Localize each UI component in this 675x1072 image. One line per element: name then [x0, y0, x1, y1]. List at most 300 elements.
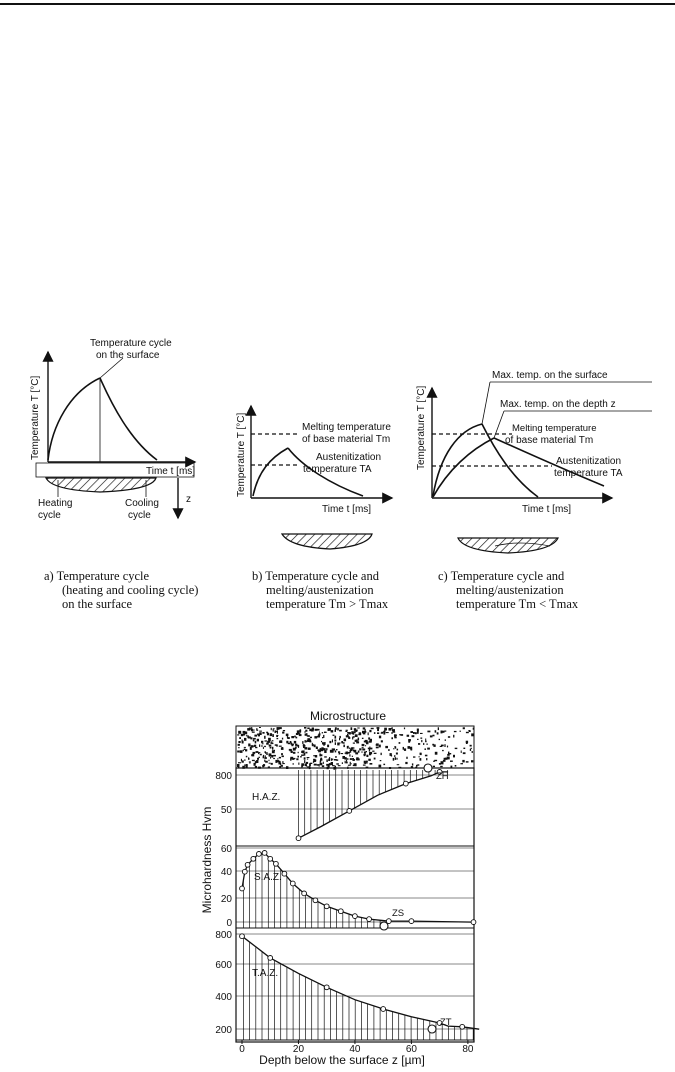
- fig-a-cooling-1: Cooling: [125, 498, 159, 509]
- speckle: [355, 740, 358, 742]
- fig-a-heating-curve: [48, 378, 100, 460]
- speckle: [310, 763, 313, 764]
- speckle: [463, 748, 465, 749]
- speckle: [417, 729, 419, 732]
- speckle: [348, 732, 351, 734]
- speckle: [338, 765, 341, 766]
- speckle: [304, 727, 306, 729]
- speckle: [268, 740, 270, 741]
- fig-c-max-surface: Max. temp. on the surface: [492, 370, 608, 381]
- speckle: [326, 748, 327, 750]
- fig-b-aust-1: Austenitization: [316, 452, 382, 463]
- speckle: [324, 750, 326, 753]
- speckle: [265, 740, 268, 741]
- marker-label: ZS: [392, 908, 405, 919]
- data-point: [353, 914, 358, 919]
- marker-label: ZH: [436, 771, 449, 782]
- speckle: [394, 755, 395, 757]
- speckle: [248, 744, 250, 747]
- speckle: [286, 734, 289, 737]
- speckle: [283, 763, 285, 764]
- speckle: [377, 729, 379, 732]
- speckle: [270, 746, 272, 748]
- speckle: [317, 749, 320, 751]
- speckle: [384, 731, 386, 733]
- speckle: [420, 733, 423, 734]
- zone-label: H.A.Z.: [252, 792, 281, 803]
- fig-c-depth-heating: [433, 438, 494, 497]
- speckle: [435, 730, 437, 732]
- speckle: [448, 736, 450, 738]
- speckle: [439, 739, 440, 740]
- speckle: [342, 762, 343, 764]
- speckle: [238, 744, 240, 746]
- speckle: [404, 728, 405, 730]
- speckle: [280, 763, 281, 766]
- speckle: [263, 747, 264, 749]
- y-tick-label: 20: [220, 894, 232, 905]
- speckle: [269, 745, 271, 747]
- speckle: [418, 743, 420, 745]
- speckle: [435, 752, 438, 755]
- fig-a-annotation-1: Temperature cycle: [90, 338, 172, 349]
- speckle: [351, 763, 352, 764]
- speckle: [337, 743, 339, 746]
- data-point: [403, 781, 408, 786]
- microhardness-chart: [200, 709, 479, 1067]
- speckle: [283, 730, 285, 731]
- speckle: [389, 728, 392, 731]
- speckle: [430, 735, 433, 737]
- speckle: [257, 739, 259, 742]
- speckle: [407, 735, 410, 737]
- data-point: [338, 909, 343, 914]
- speckle: [356, 759, 359, 760]
- speckle: [238, 741, 240, 743]
- speckle: [298, 733, 301, 734]
- speckle: [242, 760, 244, 762]
- fig-c-caption-3: temperature Tm < Tmax: [456, 597, 579, 611]
- speckle: [294, 741, 296, 744]
- speckle: [253, 738, 256, 740]
- speckle: [282, 732, 284, 734]
- speckle: [433, 766, 435, 767]
- speckle: [313, 760, 315, 761]
- speckle: [447, 746, 448, 748]
- speckle: [238, 747, 240, 748]
- speckle: [394, 746, 396, 748]
- speckle: [260, 754, 262, 756]
- speckle: [368, 759, 370, 761]
- speckle: [312, 744, 314, 746]
- y-tick-label: 800: [215, 771, 232, 782]
- speckle: [302, 765, 304, 767]
- speckle: [246, 756, 248, 758]
- speckle: [388, 749, 390, 751]
- speckle: [371, 728, 374, 729]
- speckle: [358, 751, 360, 753]
- speckle: [440, 746, 443, 747]
- speckle: [448, 752, 449, 755]
- fig-b-caption-2: melting/austenization: [266, 583, 374, 597]
- speckle: [339, 753, 340, 755]
- fig-c-melting-2: of base material Tm: [505, 435, 594, 446]
- speckle: [314, 736, 317, 738]
- speckle: [427, 748, 430, 750]
- speckle: [406, 757, 407, 759]
- speckle: [237, 764, 240, 767]
- speckle: [425, 748, 426, 750]
- speckle: [372, 751, 374, 752]
- y-tick-label: 60: [220, 844, 232, 855]
- speckle: [317, 729, 320, 731]
- fig-b-workpiece: [282, 534, 372, 549]
- speckle: [393, 748, 394, 749]
- speckle: [368, 737, 370, 739]
- y-tick-label: 40: [220, 867, 232, 878]
- speckle: [267, 733, 269, 736]
- speckle: [368, 732, 369, 735]
- speckle: [329, 763, 331, 765]
- speckle: [364, 754, 366, 756]
- fig-b-melting-2: of base material Tm: [302, 434, 391, 445]
- speckle: [353, 743, 355, 744]
- speckle: [413, 756, 415, 757]
- speckle: [349, 754, 350, 756]
- data-point: [313, 898, 318, 903]
- speckle: [455, 765, 457, 767]
- fig-a-workpiece: [46, 478, 156, 492]
- speckle: [305, 752, 307, 754]
- speckle: [239, 737, 241, 739]
- fig-c-melting-1: Melting temperature: [512, 423, 597, 434]
- speckle: [301, 751, 303, 753]
- speckle: [353, 765, 356, 766]
- speckle: [416, 765, 418, 767]
- speckle: [471, 733, 474, 736]
- data-point: [460, 1024, 465, 1029]
- speckle: [365, 762, 366, 764]
- speckle: [438, 727, 439, 730]
- fig-c-ylabel: Temperature T [°C]: [416, 385, 427, 470]
- speckle: [304, 745, 306, 746]
- speckle: [305, 740, 306, 743]
- speckle: [370, 748, 373, 750]
- speckle: [262, 743, 264, 744]
- speckle: [332, 759, 333, 761]
- fig-a-caption-2: (heating and cooling cycle): [62, 583, 199, 597]
- speckle: [363, 765, 366, 766]
- speckle: [329, 741, 331, 743]
- speckle: [261, 745, 262, 747]
- marker-circle: [424, 764, 432, 772]
- fig-c-workpiece: [458, 538, 558, 553]
- speckle: [361, 751, 362, 752]
- speckle: [306, 734, 307, 736]
- panel-curve: [242, 936, 479, 1029]
- data-point: [347, 809, 352, 814]
- speckle: [322, 732, 323, 733]
- speckle: [362, 738, 364, 739]
- speckle: [320, 759, 322, 761]
- speckle: [270, 733, 273, 736]
- speckle: [451, 766, 453, 768]
- speckle: [392, 729, 395, 731]
- data-point: [251, 856, 256, 861]
- speckle: [352, 758, 354, 761]
- speckle: [358, 734, 360, 735]
- speckle: [463, 727, 465, 729]
- x-tick-label: 20: [292, 1044, 305, 1055]
- speckle: [470, 745, 472, 747]
- speckle: [333, 735, 335, 736]
- speckle: [412, 735, 415, 737]
- speckle: [256, 760, 259, 763]
- fig-b-caption-1: b) Temperature cycle and: [252, 569, 379, 583]
- speckle: [331, 758, 332, 761]
- fig-b-melting-1: Melting temperature: [302, 422, 391, 433]
- speckle: [250, 747, 252, 750]
- figure-b: [236, 406, 392, 611]
- speckle: [336, 759, 338, 760]
- speckle: [466, 761, 469, 762]
- chart-marks: [215, 764, 479, 1055]
- speckle: [410, 731, 413, 733]
- speckle: [397, 764, 400, 765]
- speckle: [269, 763, 271, 764]
- data-point: [290, 881, 295, 886]
- data-point: [268, 956, 273, 961]
- data-point: [324, 985, 329, 990]
- fig-c-xlabel: Time t [ms]: [522, 504, 572, 515]
- speckle: [259, 744, 260, 747]
- speckle: [247, 728, 250, 731]
- speckle: [304, 757, 306, 759]
- marker-circle: [428, 1025, 436, 1033]
- fig-a-caption-3: on the surface: [62, 597, 133, 611]
- speckle: [341, 741, 343, 743]
- speckle: [277, 727, 280, 730]
- speckle: [445, 739, 446, 741]
- speckle: [460, 731, 461, 732]
- speckle: [355, 752, 358, 754]
- fig-b-aust-2: temperature TA: [303, 464, 372, 475]
- speckle: [466, 732, 469, 733]
- speckle: [420, 738, 422, 739]
- speckle: [385, 746, 388, 748]
- speckle: [310, 737, 312, 738]
- speckle: [320, 763, 322, 766]
- speckle: [301, 755, 304, 756]
- zone-label: S.A.Z.: [254, 872, 282, 883]
- y-tick-label: 200: [215, 1025, 232, 1036]
- speckle: [348, 752, 350, 754]
- speckle: [270, 757, 271, 759]
- speckle: [304, 760, 305, 763]
- speckle: [314, 745, 316, 748]
- data-point: [245, 862, 250, 867]
- data-point: [262, 851, 267, 856]
- speckle: [319, 732, 320, 733]
- speckle: [379, 736, 381, 739]
- speckle: [354, 763, 357, 765]
- speckle: [341, 753, 344, 754]
- speckle: [461, 751, 462, 754]
- speckle: [369, 741, 372, 743]
- speckle: [243, 731, 246, 733]
- x-tick-label: 80: [462, 1044, 474, 1055]
- speckle: [339, 738, 340, 740]
- x-tick-label: 0: [239, 1044, 245, 1055]
- speckle: [332, 765, 335, 766]
- speckle: [258, 753, 259, 754]
- speckle: [421, 740, 422, 742]
- speckle: [306, 741, 307, 742]
- speckle: [259, 731, 262, 732]
- speckle: [434, 760, 437, 761]
- speckle: [312, 728, 314, 731]
- speckle: [439, 763, 442, 765]
- speckle: [454, 731, 457, 732]
- speckle: [444, 744, 445, 747]
- speckle: [339, 730, 342, 732]
- speckle: [332, 748, 335, 749]
- data-point: [296, 836, 301, 841]
- speckle: [323, 762, 324, 764]
- fig-a-xlabel: Time t [ms]: [146, 466, 196, 477]
- speckle: [255, 747, 257, 748]
- speckle: [308, 740, 310, 742]
- speckle: [253, 740, 255, 742]
- fig-c-aust-1: Austenitization: [556, 456, 622, 467]
- speckle: [295, 744, 297, 746]
- speckle: [249, 762, 250, 763]
- speckle: [243, 750, 244, 752]
- speckle: [328, 728, 330, 731]
- speckle: [353, 733, 355, 735]
- speckle: [277, 758, 278, 759]
- fig-b-caption-3: temperature Tm > Tmax: [266, 597, 389, 611]
- speckle: [359, 748, 361, 750]
- speckle: [337, 728, 339, 731]
- speckle: [271, 763, 273, 765]
- speckle: [362, 744, 365, 746]
- speckle: [254, 735, 257, 737]
- speckle: [466, 741, 468, 743]
- speckle: [304, 747, 307, 749]
- speckle: [425, 739, 426, 741]
- speckle: [348, 746, 349, 748]
- fig-b-xlabel: Time t [ms]: [322, 504, 372, 515]
- speckle: [319, 754, 321, 757]
- speckle: [362, 731, 364, 734]
- speckle: [425, 741, 427, 743]
- speckle: [408, 746, 411, 749]
- speckle: [289, 749, 292, 751]
- speckle: [253, 752, 256, 754]
- speckle: [393, 732, 395, 733]
- y-tick-label: 800: [215, 930, 232, 941]
- speckle: [376, 747, 379, 749]
- speckle: [440, 766, 443, 767]
- speckle: [346, 762, 348, 764]
- speckle: [335, 729, 337, 732]
- speckle: [391, 732, 393, 733]
- speckle: [332, 739, 333, 742]
- speckle: [281, 753, 283, 755]
- y-tick-label: 400: [215, 992, 232, 1003]
- speckle: [258, 734, 260, 737]
- fig-a-annotation-leader: [100, 358, 123, 378]
- speckle: [297, 730, 300, 733]
- speckle: [290, 757, 293, 760]
- speckle: [298, 745, 299, 748]
- speckle: [252, 730, 255, 731]
- speckle: [366, 741, 369, 744]
- speckle: [354, 731, 355, 732]
- speckle: [346, 760, 347, 762]
- data-point: [381, 1007, 386, 1012]
- speckle: [286, 741, 288, 744]
- speckle: [362, 749, 365, 751]
- speckle: [266, 754, 268, 755]
- figure-a: [30, 338, 198, 611]
- fig-a-caption-1: a) Temperature cycle: [44, 569, 150, 583]
- speckle: [252, 754, 255, 756]
- speckle: [444, 758, 446, 760]
- speckle: [279, 727, 282, 729]
- data-point: [257, 852, 262, 857]
- speckle: [318, 734, 320, 736]
- speckle: [426, 744, 427, 745]
- speckle: [291, 736, 294, 738]
- speckle: [252, 760, 255, 761]
- data-point: [367, 917, 372, 922]
- speckle: [291, 743, 293, 745]
- speckle: [449, 753, 451, 754]
- speckle: [354, 750, 357, 753]
- speckle: [412, 763, 413, 765]
- speckle: [300, 730, 301, 733]
- speckle: [339, 736, 341, 738]
- speckle: [473, 728, 475, 730]
- speckle: [336, 749, 338, 750]
- speckle: [396, 753, 398, 755]
- data-point: [240, 886, 245, 891]
- speckle: [247, 735, 249, 737]
- speckle: [271, 728, 272, 730]
- speckle: [297, 756, 299, 758]
- speckle: [370, 763, 373, 765]
- speckle: [265, 751, 267, 753]
- fig-a-heating-2: cycle: [38, 510, 61, 521]
- speckle: [364, 741, 365, 743]
- speckle: [362, 747, 364, 748]
- speckle: [295, 747, 296, 750]
- speckle: [399, 742, 401, 744]
- data-point: [242, 869, 247, 874]
- speckle: [395, 757, 396, 760]
- data-point: [268, 856, 273, 861]
- speckle: [277, 738, 279, 739]
- speckle: [374, 758, 376, 760]
- speckle: [338, 751, 340, 753]
- speckle: [325, 742, 326, 745]
- speckle: [466, 743, 468, 744]
- speckle: [471, 748, 472, 749]
- speckle: [442, 750, 444, 751]
- y-tick-label: 0: [226, 918, 232, 929]
